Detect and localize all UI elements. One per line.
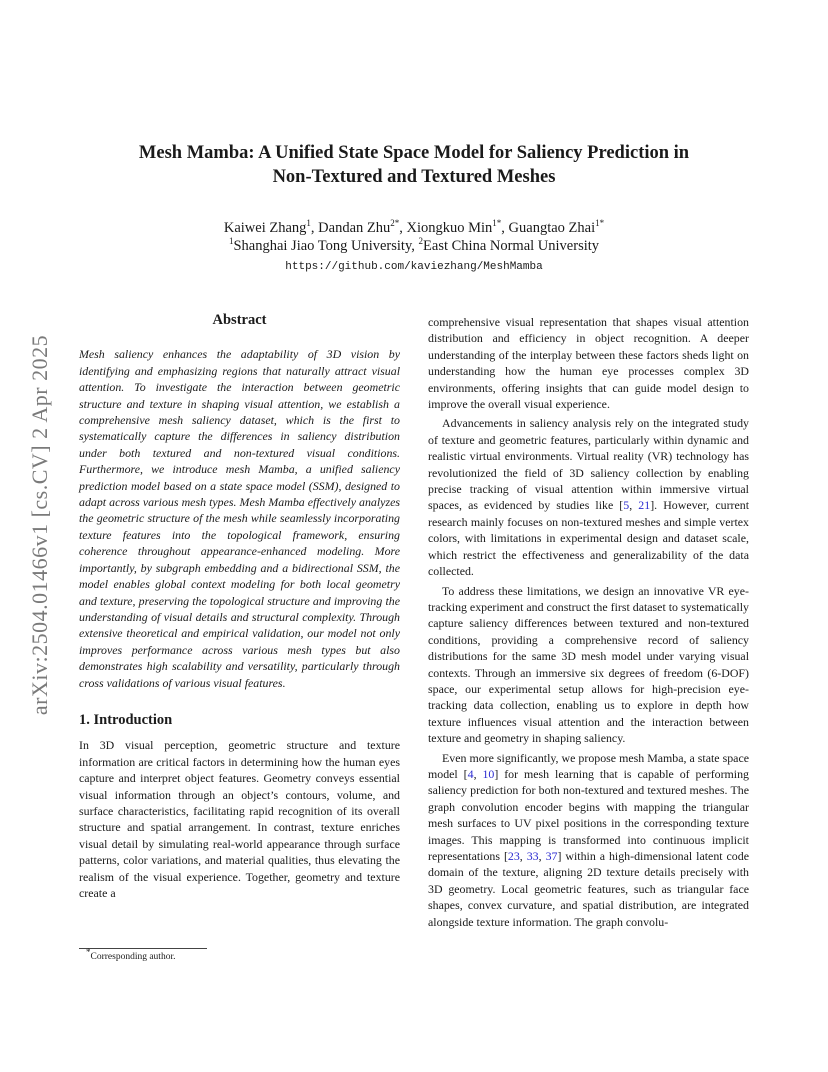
title-line-1: Mesh Mamba: A Unified State Space Model for Saliency Prediction in xyxy=(138,143,690,163)
intro-paragraph-3 xyxy=(428,415,749,579)
author-mark: 2* xyxy=(390,218,400,229)
author-mark: 1* xyxy=(595,218,605,229)
section-heading-introduction: 1. Introduction xyxy=(79,711,173,728)
footnote-divider xyxy=(79,948,207,949)
affiliation-mark: 1 xyxy=(228,236,234,247)
paragraph-text: Even more significantly, we propose mesh Mamba, a state space model [ xyxy=(428,750,749,781)
author-mark: 1 xyxy=(306,218,311,229)
citation-group: 4, 10 xyxy=(467,766,495,781)
right-column xyxy=(428,314,749,930)
left-column xyxy=(79,312,400,901)
paragraph-text: Advancements in saliency analysis rely on the integrated study of texture and geometric features, particularly within dynamic and realistic virtual environments. Virtual reality (VR) technology has revolutionized the field of 3D saliency collection by enabling precise tracking of visual attention within immersive virtual spaces, as evidenced by studies like [ xyxy=(428,416,749,513)
citation-link[interactable]: 4 xyxy=(467,766,474,781)
author-name: Kaiwei Zhang xyxy=(223,220,307,236)
paragraph-text: ] within a high-dimensional latent code domain of the texture, aligning 2D texture details precisely with 3D geometry. Local geometric features, such as triangular face shapes, convex curvature, and spatial distribution, are integrated alongside texture information. The graph convolu- xyxy=(428,849,749,929)
affiliation-name: Shanghai Jiao Tong University xyxy=(233,238,412,254)
affiliation-mark: 2 xyxy=(418,236,424,247)
citation-group: 5, 21 xyxy=(623,498,651,513)
abstract-text: Mesh saliency enhances the adaptability of 3D vision by identifying and emphasizing regions that naturally attract visual attention. To investigate the interaction between geometric structure and texture in shaping visual attention, we establish a comprehensive mesh saliency dataset, which is the first to systematically capture the differences in saliency distribution under both textured and non-textured visual conditions. Furthermore, we introduce mesh Mamba, a unified saliency prediction model based on a state space model (SSM), designed to adapt across various mesh types. Mesh Mamba effectively analyzes the geometric structure of the mesh while seamlessly incorporating texture features into the topological framework, ensuring coherence throughout appearance-enhanced modeling. More importantly, by subgraph embedding and a bidirectional SSM, the model enables global context modeling for both local geometry and texture, preserving the topological structure and improving the understanding of visual details and structural complexity. Through extensive theoretical and empirical validation, our model not only improves performance across various mesh types but also demonstrates high scalability and versatility, particularly through cross validations of various visual features. xyxy=(79,347,400,690)
citation-link[interactable]: 10 xyxy=(482,766,495,781)
affiliation-name: East China Normal University xyxy=(423,238,600,254)
footnote xyxy=(86,947,176,963)
title-line-2: Non-Textured and Textured Meshes xyxy=(272,167,556,187)
intro-paragraph-4: To address these limitations, we design an innovative VR eye-tracking experiment and construct the first dataset to systematically capture saliency differences between textured and non-textured conditions, providing a comprehensive record of saliency distributions for the same 3D mesh model under varying visual contexts. Through an immersive six degrees of freedom (6-DOF) space, our experimental setup allows for high-precision eye-tracking data collection, enabling us to explore in depth how texture influences visual attention and the interaction between texture and geometry in shaping saliency. xyxy=(428,583,749,746)
citation-link[interactable]: 23 xyxy=(507,849,520,863)
citation-link[interactable]: 37 xyxy=(545,849,558,863)
paragraph-text: ] for mesh learning that is capable of performing saliency prediction for both non-textured and textured meshes. The graph convolution encoder begins with mapping the triangular mesh surfaces to UV pixel positions in the corresponding texture images. This mapping is transformed into continuous implicit representations [ xyxy=(428,766,750,863)
citation-group: 23, 33, 37 xyxy=(507,849,558,863)
footnote-mark: * xyxy=(86,947,91,957)
author-name: Xiongkuo Min xyxy=(406,220,493,236)
citation-link[interactable]: 5 xyxy=(623,498,630,513)
citation-link[interactable]: 21 xyxy=(638,498,651,513)
citation-link[interactable]: 33 xyxy=(526,849,539,863)
author-name: Guangtao Zhai xyxy=(508,220,596,236)
arxiv-id-text: arXiv:2504.01466v1 [cs.CV] 2 Apr 2025 xyxy=(27,334,52,716)
intro-paragraph-5 xyxy=(428,750,749,930)
author-list: Kaiwei Zhang$^1$, Dandan Zhu$^{2*}$, Xiongkuo Min$^{1*}$, Guangtao Zhai$^{1*}$ xyxy=(223,218,605,236)
footnote-text: Corresponding author. xyxy=(90,952,176,963)
code-url-link[interactable]: https://github.com/kaviezhang/MeshMamba xyxy=(285,261,543,273)
paper-title xyxy=(100,141,728,189)
arxiv-identifier-stamp xyxy=(18,290,62,760)
paragraph-text: ]. However, current research mainly focuses on non-textured meshes and simple vertex colors, with limitations in experimental design and dataset scale, which restrict the effectiveness and generalizability of the data collected. xyxy=(428,498,750,579)
affiliations: $^1$Shanghai Jiao Tong University, $^2$East China Normal University xyxy=(228,236,600,254)
author-mark: 1* xyxy=(492,218,502,229)
intro-paragraph-2: comprehensive visual representation that shapes visual attention distribution and efficiency in object recognition. A deeper understanding of the interplay between these factors sheds light on understanding how the human eye processes complex 3D environments, offering insights that can guide model design to improve the overall visual experience. xyxy=(428,315,749,412)
intro-paragraph-1: In 3D visual perception, geometric structure and texture information are critical factors in determining how the human eyes capture and interpret object features. Geometry conveys essential visual information through an object’s contours, volume, and surface characteristics, facilitating rapid recognition of its overall structure and spatial arrangement. In contrast, texture enriches visual detail by simulating real-world appearance through surface patterns, color variations, and material qualities, thus elevating the realism of the visual experience. Together, geometry and texture create a xyxy=(79,738,400,900)
author-name: Dandan Zhu xyxy=(318,220,391,236)
abstract-heading: Abstract xyxy=(212,312,267,328)
